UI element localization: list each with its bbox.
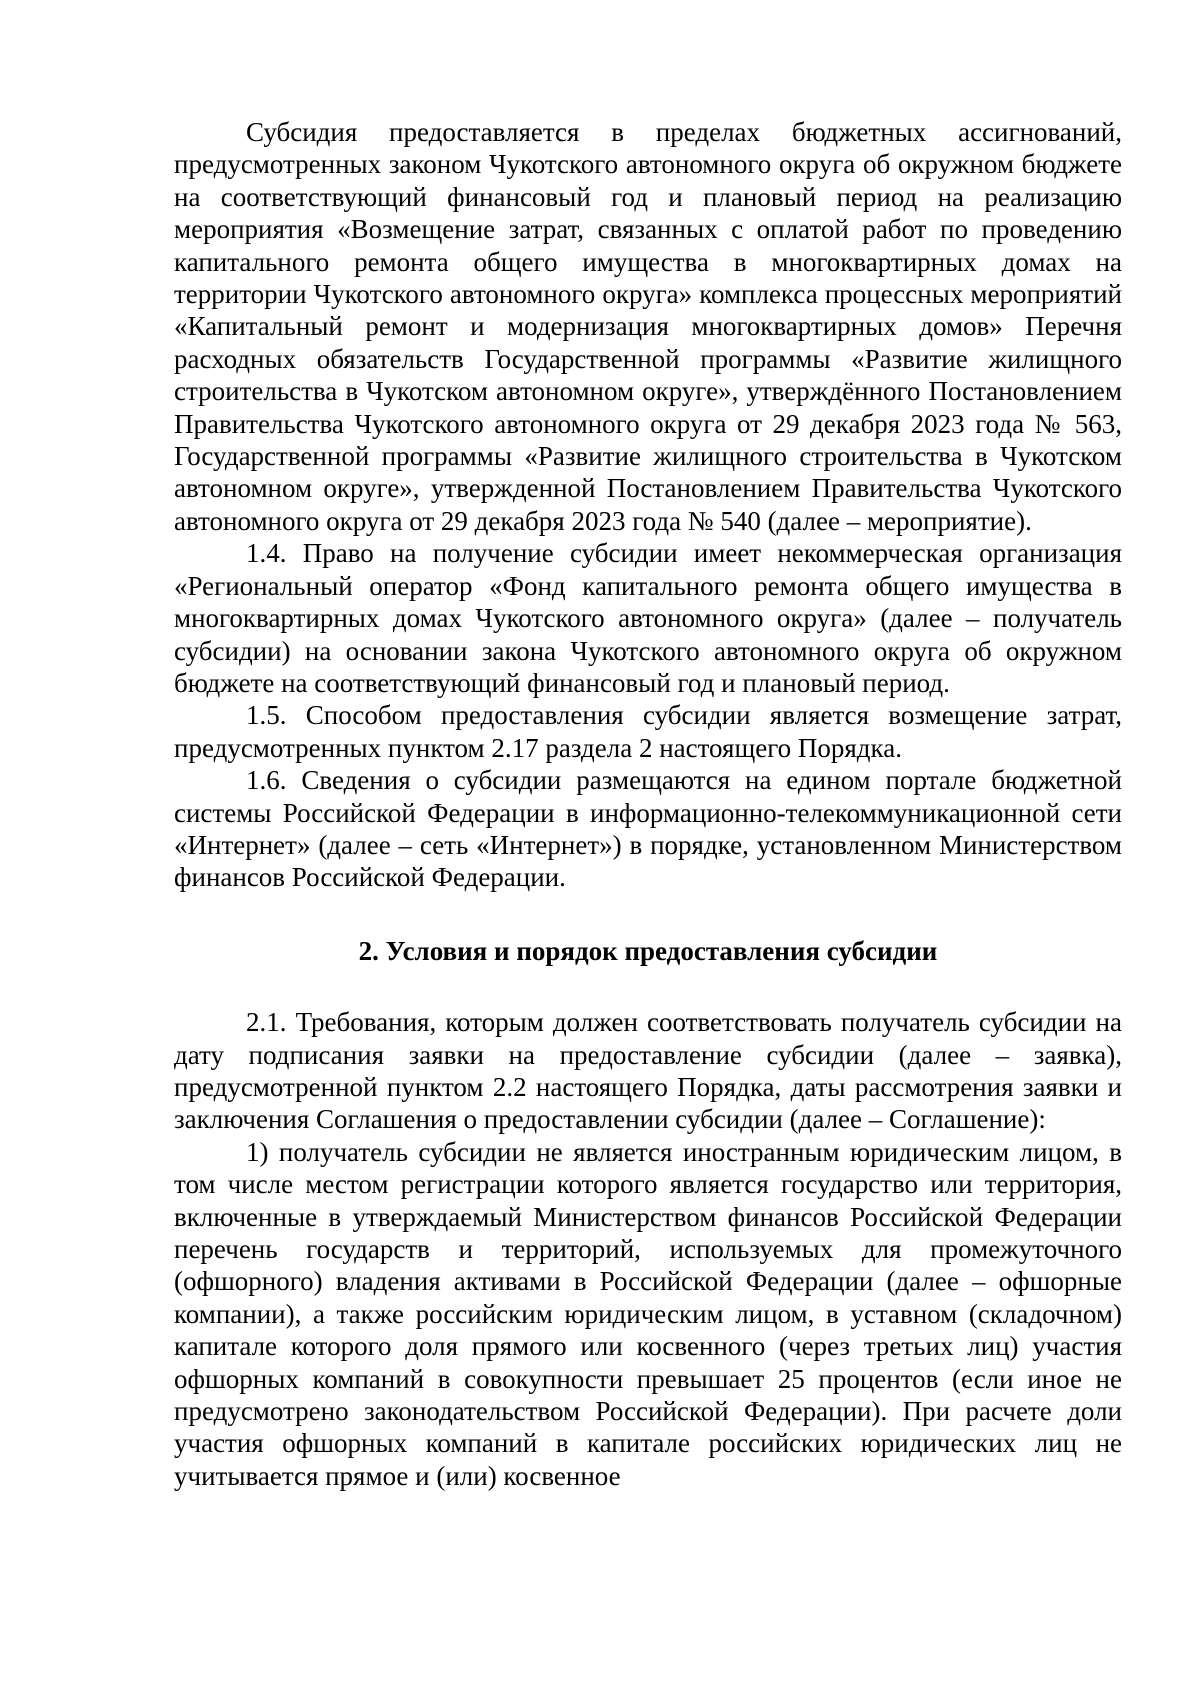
paragraph-1-6: 1.6. Сведения о субсидии размещаются на едином портале бюджетной системы Российской Федерации в информационно-телекоммуникационной сети «Интернет» (далее – сеть «Интернет») в порядке, установленном Министерством финансов Российской Федерации. [174, 765, 1122, 893]
paragraph-2-1: 2.1. Требования, которым должен соответствовать получатель субсидии на дату подписания заявки на предоставление субсидии (далее – заявка), предусмотренной пунктом 2.2 настоящего Порядка, даты рассмотрения заявки и заключения Соглашения о предоставлении субсидии (далее – Соглашение): [174, 1007, 1122, 1135]
document-page [174, 116, 1122, 1492]
paragraph-1-5: 1.5. Способом предоставления субсидии является возмещение затрат, предусмотренных пунктом 2.17 раздела 2 настоящего Порядка. [174, 700, 1122, 763]
paragraph-2-1-item-1: 1) получатель субсидии не является иностранным юридическим лицом, в том числе местом регистрации которого является государство или территория, включенные в утверждаемый Министерством финансов Российской Федерации перечень государств и территорий, используемых для промежуточного (офшорного) владения активами в Российской Федерации (далее – офшорные компании), а также российским юридическим лицом, в уставном (складочном) капитале которого доля прямого или косвенного (через третьих лиц) участия офшорных компаний в совокупности превышает 25 процентов (если иное не предусмотрено законодательством Российской Федерации). При расчете доли участия офшорных компаний в капитале российских юридических лиц не учитывается прямое и (или) косвенное [174, 1136, 1122, 1491]
paragraph-subsidy-budget: Субсидия предоставляется в пределах бюджетных ассигнований, предусмотренных законом Чукотского автономного округа об окружном бюджете на соответствующий финансовый год и плановый период на реализацию мероприятия «Возмещение затрат, связанных с оплатой работ по проведению капитального ремонта общего имущества в многоквартирных домах на территории Чукотского автономного округа» комплекса процессных мероприятий «Капитальный ремонт и модернизация многоквартирных домов» Перечня расходных обязательств Государственной программы «Развитие жилищного строительства в Чукотском автономном округе», утверждённого Постановлением Правительства Чукотского автономного округа от 29 декабря 2023 года № 563, Государственной программы «Развитие жилищного строительства в Чукотском автономном округе», утвержденной Постановлением Правительства Чукотского автономного округа от 29 декабря 2023 года № 540 (далее – мероприятие). [174, 117, 1122, 536]
section-heading: 2. Условия и порядок предоставления субсидии [358, 935, 938, 966]
paragraph-1-4: 1.4. Право на получение субсидии имеет некоммерческая организация «Региональный оператор «Фонд капитального ремонта общего имущества в многоквартирных домах Чукотского автономного округа» (далее – получатель субсидии) на основании закона Чукотского автономного округа об окружном бюджете на соответствующий финансовый год и плановый период. [174, 538, 1122, 698]
